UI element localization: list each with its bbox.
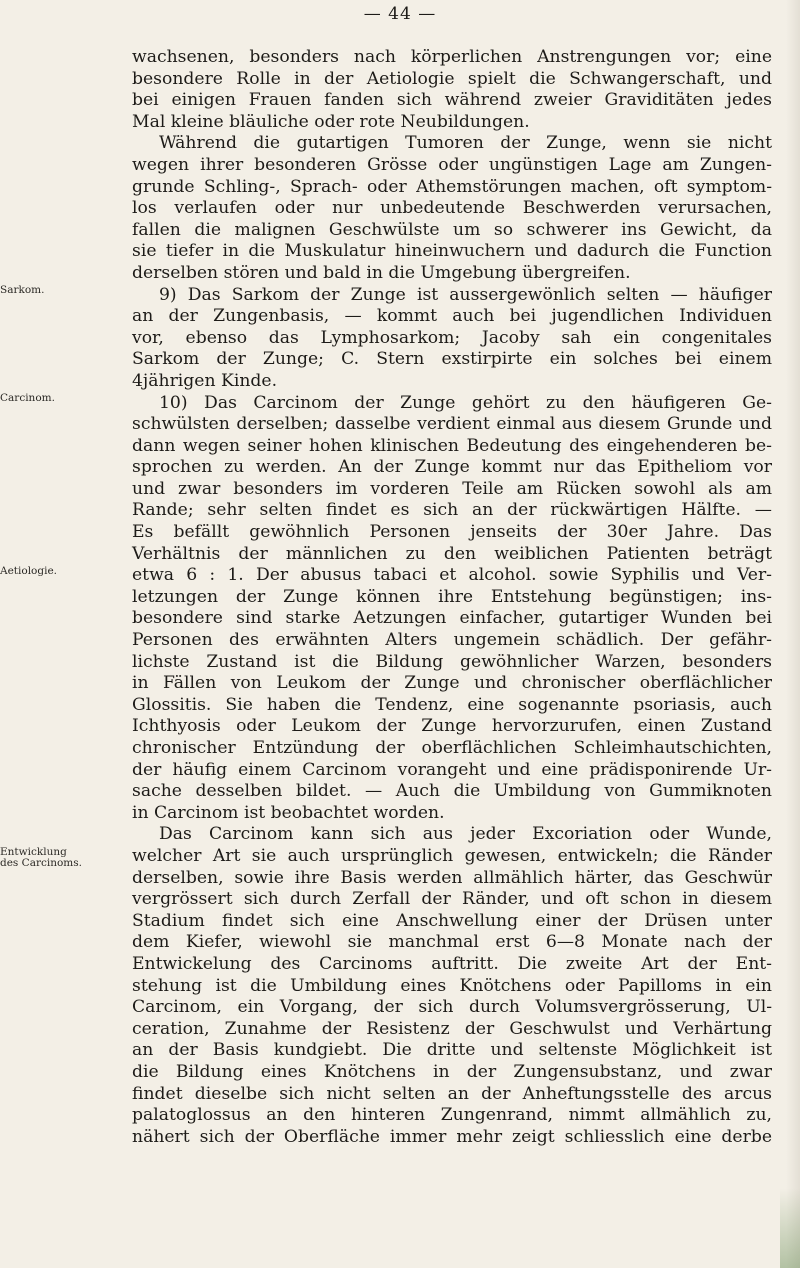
text-line: nähert sich der Oberfläche immer mehr zeigt schliesslich eine derbe [132, 1126, 772, 1147]
text-line: fallen die malignen Geschwülste um so schwerer ins Gewicht, da [132, 219, 772, 240]
margin-note-carcinom [0, 393, 128, 404]
text-line: stehung ist die Umbildung eines Knötchens oder Papilloms in ein [132, 975, 772, 996]
text-line: schwülsten derselben; dasselbe verdient einmal aus diesem Grunde und [132, 414, 772, 435]
text-line: lichste Zustand ist die Bildung gewöhnlicher Warzen, besonders [132, 651, 772, 672]
text-line: findet dieselbe sich nicht selten an der Anheftungsstelle des arcus [132, 1083, 772, 1104]
text-line: letzungen der Zunge können ihre Entstehung begünstigen; ins- [132, 586, 772, 607]
text-line: palatoglossus an den hinteren Zungenrand, nimmt allmählich zu, [132, 1105, 772, 1126]
text-line: wachsenen, besonders nach körperlichen Anstrengungen vor; eine [132, 47, 772, 67]
text-line: los verlaufen oder nur unbedeutende Beschwerden verursachen, [132, 198, 772, 219]
text-line: etwa 6 : 1. Der abusus tabaci et alcohol. sowie Syphilis und Ver- [132, 565, 772, 586]
text-line: Stadium findet sich eine Anschwellung einer der Drüsen unter [132, 910, 772, 931]
margin-note-sarkom [0, 285, 128, 296]
text-line: Das Carcinom kann sich aus jeder Excoriation oder Wunde, [159, 824, 772, 845]
text-line: dann wegen seiner hohen klinischen Bedeutung des eingehenderen be- [132, 435, 772, 456]
text-line: wegen ihrer besonderen Grösse oder ungünstigen Lage am Zungen- [132, 154, 772, 175]
text-line: der häufig einem Carcinom vorangeht und eine prädisponirende Ur- [132, 759, 772, 780]
text-line: derselben stören und bald in die Umgebung übergreifen. [132, 262, 631, 283]
text-line: Carcinom, ein Vorgang, der sich durch Volumsvergrösserung, Ul- [132, 997, 772, 1018]
text-line: dem Kiefer, wiewohl sie manchmal erst 6—8 Monate nach der [132, 932, 772, 953]
text-line: Mal kleine bläuliche oder rote Neubildungen. [132, 111, 530, 132]
page-number: — 44 — [363, 4, 437, 24]
margin-note-aetiologie [0, 566, 128, 577]
text-line: Entwickelung des Carcinoms auftritt. Die zweite Art der Ent- [132, 953, 772, 974]
text-line: sache desselben bildet. — Auch die Umbildung von Gummiknoten [132, 781, 772, 802]
text-line: sie tiefer in die Muskulatur hineinwuchern und dadurch die Function [132, 241, 772, 262]
text-line: Verhältnis der männlichen zu den weiblichen Patienten beträgt [132, 543, 772, 564]
text-line: bei einigen Frauen fanden sich während zweier Graviditäten jedes [132, 90, 772, 111]
text-line: 10) Das Carcinom der Zunge gehört zu den häufigeren Ge- [159, 392, 772, 413]
text-line: Ichthyosis oder Leukom der Zunge hervorzurufen, einen Zustand [132, 716, 772, 737]
page-edge-shadow [786, 0, 800, 1268]
text-line: Personen des erwähnten Alters ungemein schädlich. Der gefähr- [132, 630, 772, 651]
text-line: 4jährigen Kinde. [132, 370, 278, 391]
margin-note-line: Entwicklung [0, 846, 67, 858]
text-line: grunde Schling-, Sprach- oder Athemstörungen machen, oft symptom- [132, 176, 772, 197]
text-line: und zwar besonders im vorderen Teile am Rücken sowohl als am [132, 478, 772, 499]
text-line: derselben, sowie ihre Basis werden allmählich härter, das Geschwür [132, 867, 772, 888]
text-line: an der Zungenbasis, — kommt auch bei jugendlichen Individuen [132, 306, 772, 327]
text-line: 9) Das Sarkom der Zunge ist aussergewönlich selten — häufiger [159, 284, 772, 305]
text-line: in Carcinom ist beobachtet worden. [132, 802, 445, 823]
text-line: an der Basis kundgiebt. Die dritte und seltenste Möglichkeit ist [132, 1040, 772, 1061]
body-text [132, 47, 772, 1148]
text-line: die Bildung eines Knötchens in der Zungensubstanz, und zwar [132, 1061, 772, 1082]
text-line: besondere sind starke Aetzungen einfacher, gutartiger Wunden bei [132, 608, 772, 629]
text-line: Sarkom der Zunge; C. Stern exstirpirte ein solches bei einem [132, 349, 772, 370]
margin-note-line: Aetiologie. [0, 565, 58, 577]
text-line: Während die gutartigen Tumoren der Zunge, wenn sie nicht [159, 133, 772, 154]
margin-note-entwicklung [0, 847, 128, 869]
text-line: Rande; sehr selten findet es sich an der rückwärtigen Hälfte. — [132, 500, 772, 521]
text-line: Glossitis. Sie haben die Tendenz, eine sogenannte psoriasis, auch [132, 694, 772, 715]
text-line: chronischer Entzündung der oberflächlichen Schleimhautschichten, [132, 738, 772, 758]
text-line: welcher Art sie auch ursprünglich gewesen, entwickeln; die Ränder [132, 845, 772, 866]
text-line: sprochen zu werden. An der Zunge kommt nur das Epitheliom vor [132, 457, 772, 478]
margin-note-line: Carcinom. [0, 392, 55, 404]
margin-note-line: Sarkom. [0, 284, 45, 296]
text-line: vergrössert sich durch Zerfall der Ränder, und oft schon in diesem [132, 889, 772, 910]
page-corner-stain [780, 1188, 800, 1268]
text-line: in Fällen von Leukom der Zunge und chronischer oberflächlicher [132, 673, 772, 694]
text-line: ceration, Zunahme der Resistenz der Geschwulst und Verhärtung [132, 1018, 772, 1039]
text-line: besondere Rolle in der Aetiologie spielt die Schwangerschaft, und [132, 68, 772, 89]
margin-note-line: des Carcinoms. [0, 857, 82, 869]
text-line: vor, ebenso das Lymphosarkom; Jacoby sah ein congenitales [132, 327, 772, 348]
text-line: Es befällt gewöhnlich Personen jenseits der 30er Jahre. Das [132, 522, 772, 543]
